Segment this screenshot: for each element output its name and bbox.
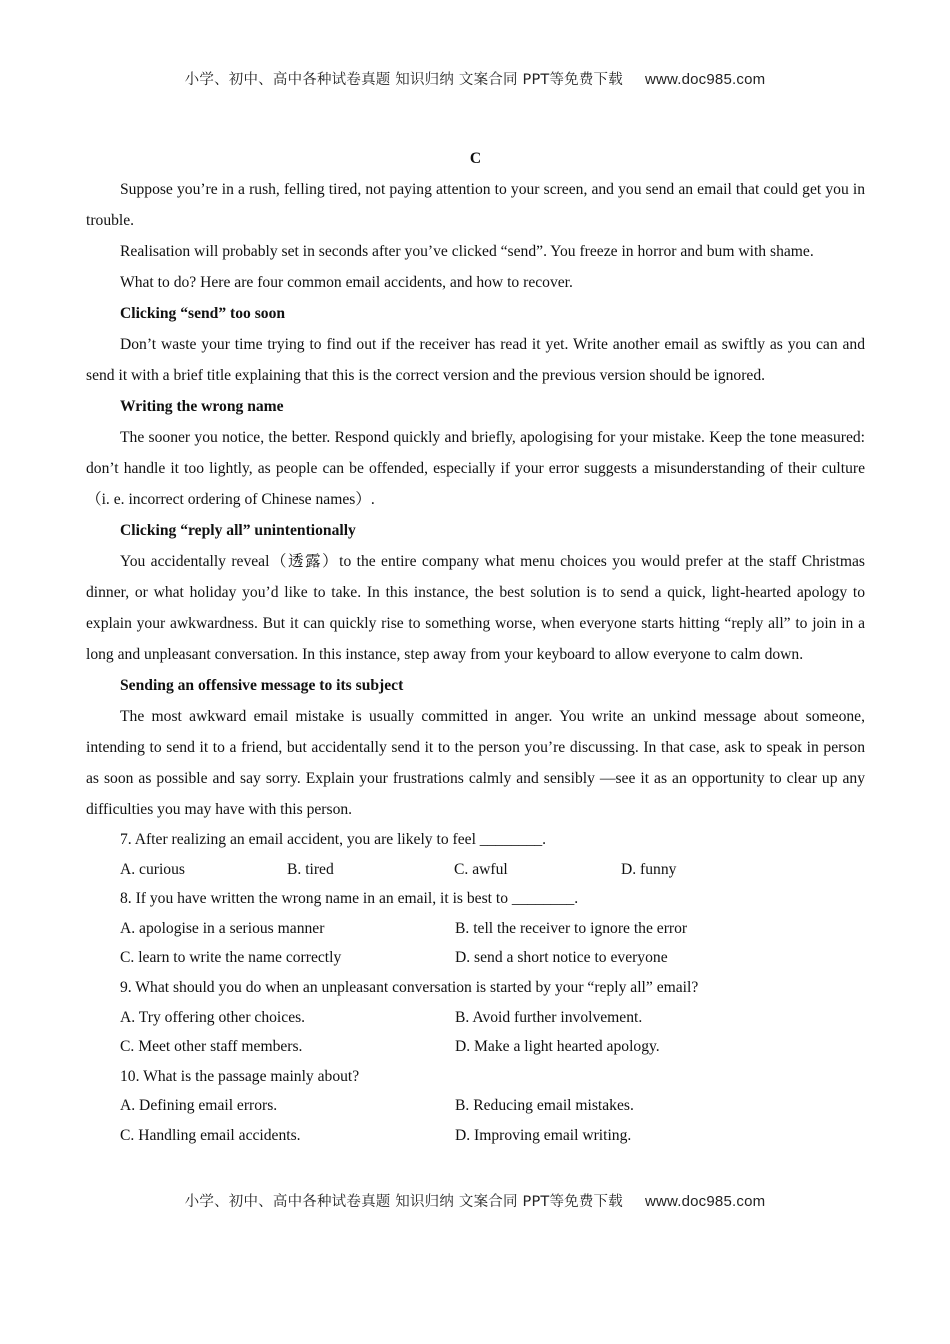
- passage-paragraph-6: You accidentally reveal（透露）to the entire company what menu choices you would prefer at the staff Christmas dinner, or what holiday you’d like to take. In this instance, the best solution is to send a quick, light-hearted apology to explain your awkwardness. But it can quickly rise to something worse, when everyone starts hitting “reply all” to join in a long and unpleasant conversation. In this instance, step away from your keyboard to allow everyone to calm down.: [86, 553, 865, 663]
- question-9-option-c[interactable]: C. Meet other staff members.: [120, 1038, 303, 1056]
- question-9: 9. What should you do when an unpleasant conversation is started by your “reply all” email?: [120, 978, 699, 996]
- footer-text: 小学、初中、高中各种试卷真题 知识归纳 文案合同 PPT等免费下载: [184, 1194, 623, 1210]
- question-8-option-b[interactable]: B. tell the receiver to ignore the error: [455, 919, 688, 937]
- question-8-options-row-2: [86, 943, 865, 973]
- page-header: [0, 68, 950, 89]
- question-8-options-row-1: [86, 914, 865, 944]
- question-9-option-a[interactable]: A. Try offering other choices.: [120, 1008, 306, 1026]
- question-10-option-c[interactable]: C. Handling email accidents.: [120, 1126, 301, 1144]
- reading-passage-section: [86, 144, 865, 1151]
- passage-paragraph-4: Don’t waste your time trying to find out if the receiver has read it yet. Write another email as swiftly as you can and send it with a brief title explaining that this is the correct version and the previous version should be ignored.: [86, 336, 865, 384]
- passage-paragraph-5: The sooner you notice, the better. Respond quickly and briefly, apologising for your mistake. Keep the tone measured: don’t handle it too lightly, as people can be offended, especially if your error suggests a misunderstanding of their culture （i. e. incorrect ordering of Chinese names）.: [86, 429, 865, 508]
- question-7-options: [86, 855, 865, 885]
- subheading-reply-all: Clicking “reply all” unintentionally: [120, 522, 356, 539]
- question-10-option-b[interactable]: B. Reducing email mistakes.: [455, 1097, 634, 1115]
- footer-site-link[interactable]: www.doc985.com: [644, 1193, 766, 1210]
- question-8: 8. If you have written the wrong name in an email, it is best to ________.: [120, 890, 579, 908]
- question-8-option-d[interactable]: D. send a short notice to everyone: [455, 949, 668, 967]
- header-text: 小学、初中、高中各种试卷真题 知识归纳 文案合同 PPT等免费下载: [184, 72, 623, 88]
- question-8-option-a[interactable]: A. apologise in a serious manner: [120, 919, 325, 937]
- question-9-options-row-1: [86, 1003, 865, 1033]
- question-9-option-b[interactable]: B. Avoid further involvement.: [455, 1008, 643, 1026]
- question-10: 10. What is the passage mainly about?: [120, 1067, 360, 1085]
- question-9-option-d[interactable]: D. Make a light hearted apology.: [455, 1038, 660, 1056]
- question-10-option-d[interactable]: D. Improving email writing.: [455, 1126, 632, 1144]
- header-site-link[interactable]: www.doc985.com: [644, 71, 766, 88]
- question-10-options-row-1: [86, 1091, 865, 1121]
- question-10-option-a[interactable]: A. Defining email errors.: [120, 1097, 278, 1115]
- passage-paragraph-3: What to do? Here are four common email accidents, and how to recover.: [120, 274, 573, 291]
- question-8-option-c[interactable]: C. learn to write the name correctly: [120, 949, 342, 967]
- question-7-option-c[interactable]: C. awful: [454, 860, 508, 878]
- question-7-option-a[interactable]: A. curious: [120, 860, 185, 878]
- subheading-wrong-name: Writing the wrong name: [120, 398, 284, 415]
- question-7-option-b[interactable]: B. tired: [287, 860, 334, 878]
- passage-paragraph-1: Suppose you’re in a rush, felling tired, not paying attention to your screen, and you send an email that could get you in trouble.: [86, 181, 865, 229]
- question-9-options-row-2: [86, 1032, 865, 1062]
- question-7-option-d[interactable]: D. funny: [621, 860, 677, 878]
- passage-paragraph-7: The most awkward email mistake is usually committed in anger. You write an unkind message about someone, intending to send it to a friend, but accidentally send it to the person you’re discussing. In that case, ask to speak in person as soon as possible and say sorry. Explain your frustrations calmly and sensibly —see it as an opportunity to clear up any difficulties you may have with this person.: [86, 708, 865, 818]
- passage-paragraph-2: Realisation will probably set in seconds after you’ve clicked “send”. You freeze in horror and bum with shame.: [120, 243, 814, 260]
- subheading-send-too-soon: Clicking “send” too soon: [120, 305, 286, 322]
- question-10-options-row-2: [86, 1121, 865, 1151]
- question-7: 7. After realizing an email accident, you are likely to feel ________.: [120, 831, 547, 848]
- section-letter: C: [469, 150, 482, 167]
- page-footer: [0, 1190, 950, 1211]
- subheading-offensive-message: Sending an offensive message to its subject: [120, 677, 404, 694]
